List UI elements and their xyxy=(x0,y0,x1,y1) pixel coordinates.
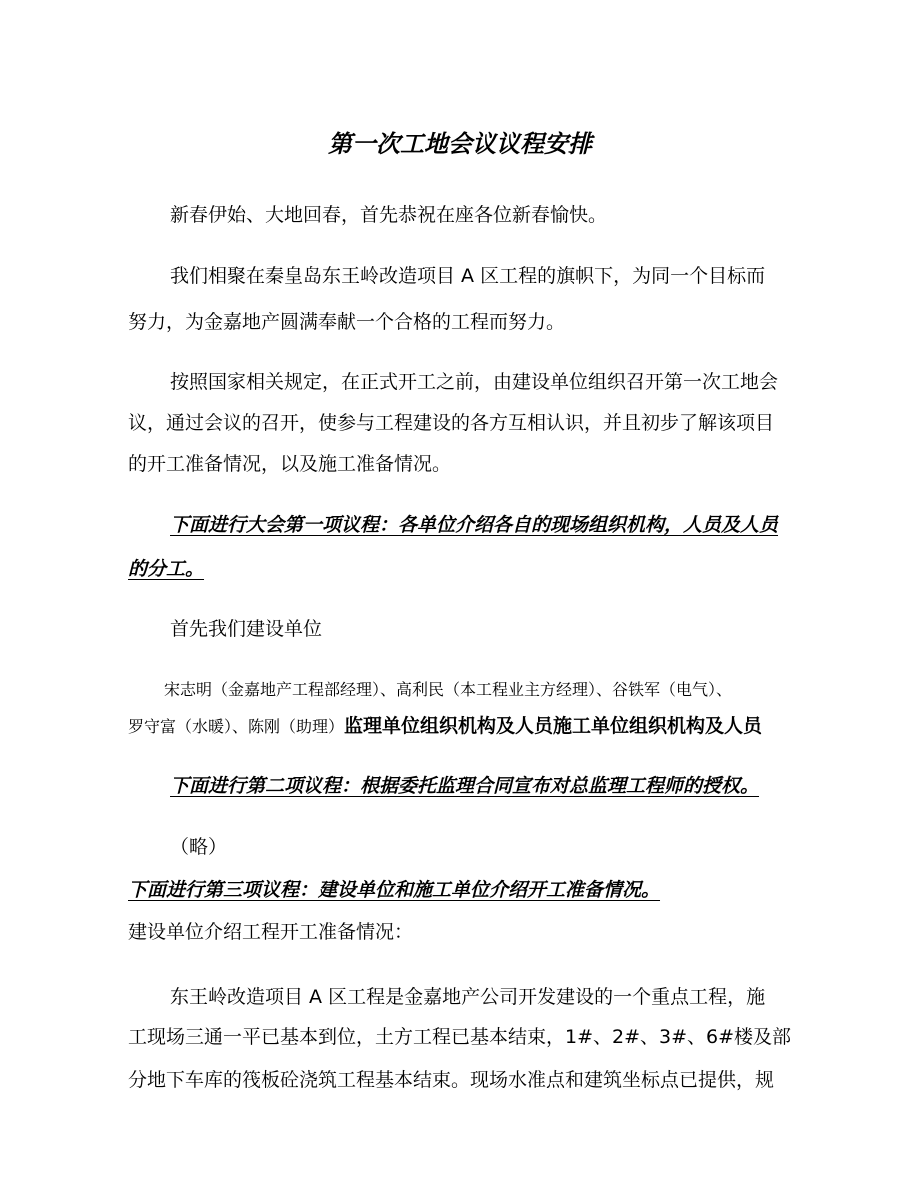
greeting-paragraph: 新春伊始、大地回春，首先恭祝在座各位新春愉快。 xyxy=(170,204,608,226)
agenda-item-1-line-2: 的分工。 xyxy=(128,558,205,580)
rule-paragraph-line-3: 的开工准备情况，以及施工准备情况。 xyxy=(128,453,452,475)
gather-paragraph-line-2: 努力，为金嘉地产圆满奉献一个合格的工程而努力。 xyxy=(128,311,566,333)
omitted-note: （略） xyxy=(170,836,228,858)
project-status-line-3: 分地下车库的筏板砼浇筑工程基本结束。现场水准点和建筑坐标点已提供，规 xyxy=(128,1069,775,1091)
project-status-line-2: 工现场三通一平已基本到位，土方工程已基本结束，1#、2#、3#、6#楼及部 xyxy=(128,1026,792,1048)
gather-paragraph-line-1: 我们相聚在秦皇岛东王岭改造项目 A 区工程的旗帜下，为同一个目标而 xyxy=(170,265,766,287)
project-status-line-1: 东王岭改造项目 A 区工程是金嘉地产公司开发建设的一个重点工程，施 xyxy=(170,986,766,1008)
owner-people-line-2 xyxy=(128,714,762,739)
owner-people-names: 罗守富（水暖）、陈刚（助理） xyxy=(128,717,345,736)
agenda-item-3: 下面进行第三项议程：建设单位和施工单位介绍开工准备情况。 xyxy=(128,879,661,901)
owner-people-line-1: 宋志明（金嘉地产工程部经理）、高利民（本工程业主方经理）、谷铁军（电气）、 xyxy=(164,680,733,699)
agenda-item-1-line-1: 下面进行大会第一项议程：各单位介绍各自的现场组织机构，人员及人员 xyxy=(170,514,779,536)
organization-headings: 监理单位组织机构及人员施工单位组织机构及人员 xyxy=(344,715,763,737)
first-owner-intro: 首先我们建设单位 xyxy=(170,618,323,640)
owner-intro-heading: 建设单位介绍工程开工准备情况： xyxy=(128,921,414,943)
page-title: 第一次工地会议议程安排 xyxy=(328,130,592,158)
rule-paragraph-line-2: 议，通过会议的召开，使参与工程建设的各方互相认识，并且初步了解该项目 xyxy=(128,412,775,434)
rule-paragraph-line-1: 按照国家相关规定，在正式开工之前，由建设单位组织召开第一次工地会 xyxy=(170,371,779,393)
agenda-item-2: 下面进行第二项议程：根据委托监理合同宣布对总监理工程师的授权。 xyxy=(170,775,760,797)
